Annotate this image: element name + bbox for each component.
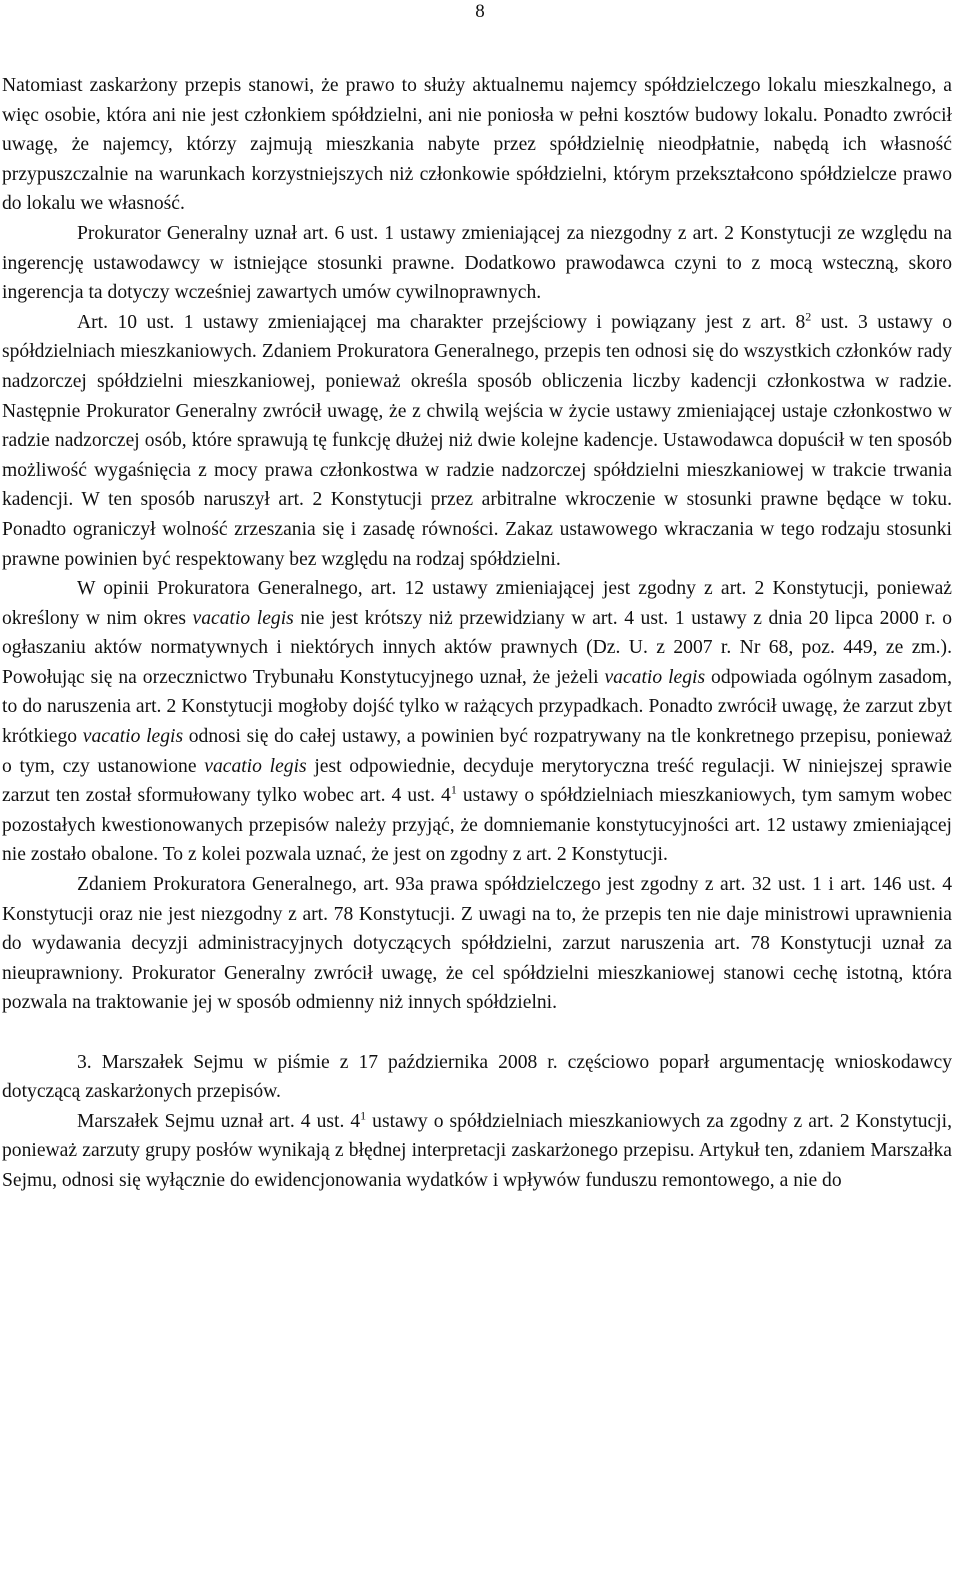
italic-term: vacatio legis (192, 607, 294, 629)
paragraph-5 (2, 870, 952, 1018)
superscript: 2 (805, 309, 812, 324)
page-number: 8 (475, 1, 485, 22)
superscript: 1 (450, 782, 457, 797)
paragraph-text: W opinii Prokuratora Generalnego, art. 12 ustawy zmieniającej jest zgodny z art. 2 Konstytucji, ponieważ określony w nim okres (2, 578, 952, 629)
paragraph-1 (2, 71, 952, 219)
paragraph-text: Art. 10 ust. 1 ustawy zmieniającej ma charakter przejściowy i powiązany jest z art. 8 (77, 311, 806, 333)
paragraph-text: ust. 3 ustawy o spółdzielniach mieszkaniowych. Zdaniem Prokuratora Generalnego, przepis ten odnosi się do wszystkich członków rady nadzorczej spółdzielni mieszkaniowej, ponieważ określa sposób obliczenia liczby kadencji członkostwa w radzie. Następnie Prokurator Generalny zwrócił uwagę, że z chwilą wejścia w życie ustawy zmieniającej ustaje członkostwo w radzie nadzorczej osób, które sprawują tę funkcję dłużej niż dwie kolejne kadencje. Ustawodawca dopuścił w ten sposób możliwość wygaśnięcia z mocy prawa członkostwa w radzie nadzorczej spółdzielni mieszkaniowej w trakcie trwania kadencji. W ten sposób naruszył art. 2 Konstytucji przez arbitralne wkroczenie w stosunki prawne będące w toku. Ponadto ograniczył wolność zrzeszania się i zasadę równości. Zakaz ustawowego wkraczania w tego rodzaju stosunki prawne powinien być respektowany bez względu na rodzaj spółdzielni. (2, 311, 952, 570)
paragraph-2 (2, 219, 952, 308)
paragraph-3 (2, 308, 952, 574)
paragraph-text: odnosi się do całej ustawy, a powinien być rozpatrywany na tle konkretnego przepisu, ponieważ o tym, czy ustanowione (2, 726, 952, 777)
italic-term: vacatio legis (204, 755, 307, 777)
superscript: 1 (360, 1108, 367, 1123)
paragraph-text: Zdaniem Prokuratora Generalnego, art. 93a prawa spółdzielczego jest zgodny z art. 32 ust. 1 i art. 146 ust. 4 Konstytucji oraz nie jest niezgodny z art. 78 Konstytucji. Z uwagi na to, że przepis ten nie daje ministrowi uprawnienia do wydawania decyzji administracyjnych dotyczących spółdzielni, zarzut naruszenia art. 78 Konstytucji uznał za nieuprawniony. Prokurator Generalny zwrócił uwagę, że cel spółdzielni mieszkaniowej stanowi cechę istotną, która pozwala na traktowanie jej w sposób odmienny niż innych spółdzielni. (2, 874, 952, 1014)
italic-term: vacatio legis (82, 726, 184, 748)
paragraph-text: Natomiast zaskarżony przepis stanowi, że prawo to służy aktualnemu najemcy spółdzielczego lokalu mieszkalnego, a więc osobie, która ani nie jest członkiem spółdzielni, ani nie poniosła w pełni kosztów budowy lokalu. Ponadto zwrócił uwagę, że najemcy, którzy zajmują mieszkania nabyte przez spółdzielnię nieodpłatnie, nabędą ich własność przypuszczalnie na warunkach korzystniejszych niż członkowie spółdzielni, którym przekształcono spółdzielcze prawo do lokalu we własność. (2, 75, 952, 215)
document-body (2, 71, 952, 1196)
paragraph-4 (2, 574, 952, 870)
paragraph-text: ustawy o spółdzielniach mieszkaniowych za zgodny z art. 2 Konstytucji, ponieważ zarzuty grupy posłów wynikają z błędnej interpretacji zaskarżonego przepisu. Artykuł ten, zdaniem Marszałka Sejmu, odnosi się wyłącznie do ewidencjonowania wydatków i wpływów funduszu remontowego, a nie do (2, 1110, 952, 1191)
paragraph-text: odpowiada ogólnym zasadom, to do naruszenia art. 2 Konstytucji mogłoby dojść tylko w rażących przypadkach. Ponadto zwrócił uwagę, że zarzut zbyt krótkiego (2, 666, 952, 748)
paragraph-text: ustawy o spółdzielniach mieszkaniowych, tym samym wobec pozostałych kwestionowanych przepisów należy przyjąć, że domniemanie konstytucyjności art. 12 ustawy zmieniającej nie zostało obalone. To z kolei pozwala uznać, że jest on zgodny z art. 2 Konstytucji. (2, 785, 952, 866)
paragraph-7 (2, 1107, 952, 1196)
paragraph-text: Prokurator Generalny uznał art. 6 ust. 1 ustawy zmieniającej za niezgodny z art. 2 Konstytucji ze względu na ingerencję ustawodawcy w istniejące stosunki prawne. Dodatkowo prawodawca czyni to z mocą wsteczną, skoro ingerencja ta dotyczy wcześniej zawartych umów cywilnoprawnych. (2, 222, 952, 304)
paragraph-text: 3. Marszałek Sejmu w piśmie z 17 października 2008 r. częściowo poparł argumentację wnioskodawcy dotyczącą zaskarżonych przepisów. (2, 1051, 952, 1103)
italic-term: vacatio legis (604, 666, 706, 688)
paragraph-text: Marszałek Sejmu uznał art. 4 ust. 4 (77, 1110, 361, 1132)
paragraph-text: jest odpowiednie, decyduje merytoryczna treść regulacji. W niniejszej sprawie zarzut ten został sformułowany tylko wobec art. 4 ust. 4 (2, 755, 952, 807)
paragraph-text: nie jest krótszy niż przewidziany w art. 4 ust. 1 ustawy z dnia 20 lipca 2000 r. o ogłaszaniu aktów normatywnych i niektórych innych aktów prawnych (Dz. U. z 2007 r. Nr 68, poz. 449, ze zm.). Powołując się na orzecznictwo Trybunału Konstytucyjnego uznał, że jeżeli (2, 607, 952, 688)
paragraph-6 (2, 1048, 952, 1107)
